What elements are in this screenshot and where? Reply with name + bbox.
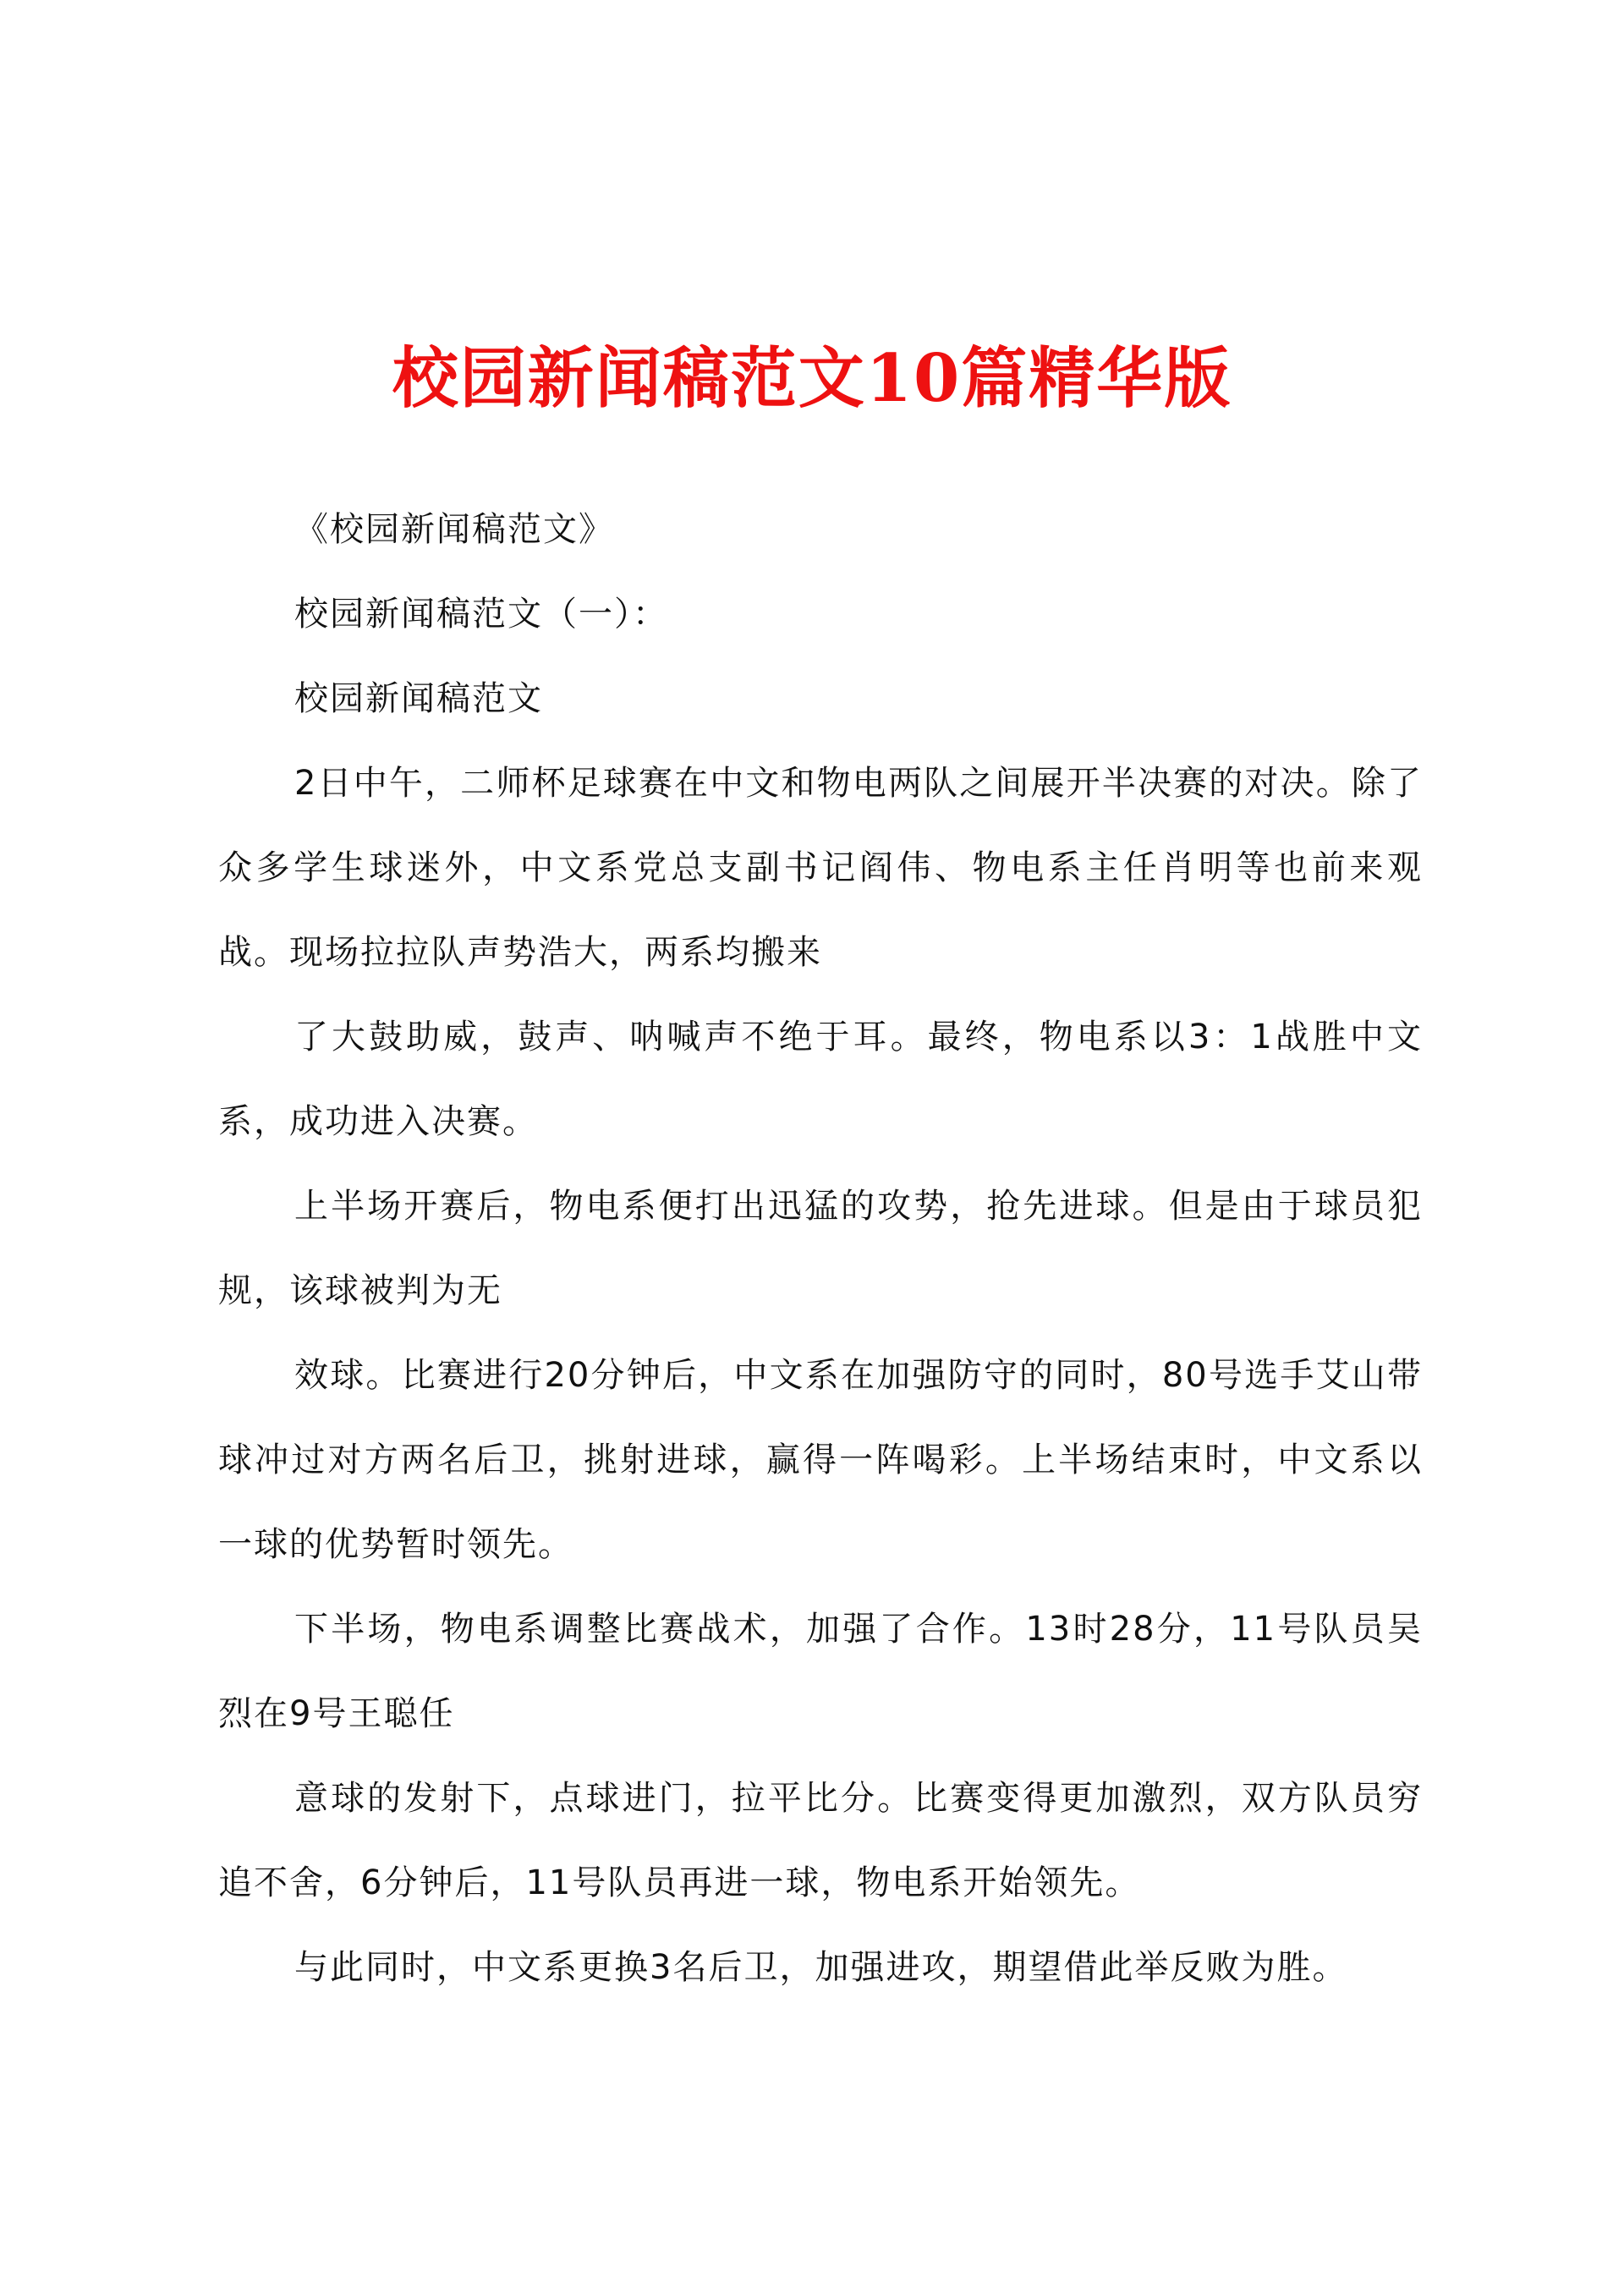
document-title: 校园新闻稿范文10篇精华版 [392, 340, 1232, 417]
paragraph: 与此同时，中文系更换3名后卫，加强进攻，期望借此举反败为胜。 [294, 1948, 1348, 1987]
paragraph: 2日中午，二师杯足球赛在中文和物电两队之间展开半决赛的对决。除了众多学生球迷外，中文系党总支副书记阎伟、物电系主任肖明等也前来观战。现场拉拉队声势浩大，两系均搬来 [218, 764, 1423, 972]
paragraph: 下半场，物电系调整比赛战术，加强了合作。13时28分，11号队员吴烈在9号王聪任 [218, 1610, 1423, 1733]
paragraph: 《校园新闻稿范文》 [294, 510, 614, 549]
document-body [218, 487, 1423, 2010]
paragraph: 校园新闻稿范文 [294, 679, 543, 718]
paragraph: 效球。比赛进行20分钟后，中文系在加强防守的同时，80号选手艾山带球冲过对方两名后卫，挑射进球，赢得一阵喝彩。上半场结束时，中文系以一球的优势暂时领先。 [218, 1356, 1423, 1564]
paragraph: 了大鼓助威，鼓声、呐喊声不绝于耳。最终，物电系以3：1战胜中文系，成功进入决赛。 [218, 1018, 1423, 1141]
paragraph: 上半场开赛后，物电系便打出迅猛的攻势，抢先进球。但是由于球员犯规，该球被判为无 [218, 1187, 1423, 1310]
paragraph: 意球的发射下，点球进门，拉平比分。比赛变得更加激烈，双方队员穷追不舍，6分钟后，11号队员再进一球，物电系开始领先。 [218, 1779, 1423, 1902]
paragraph: 校园新闻稿范文（一）： [294, 595, 668, 634]
